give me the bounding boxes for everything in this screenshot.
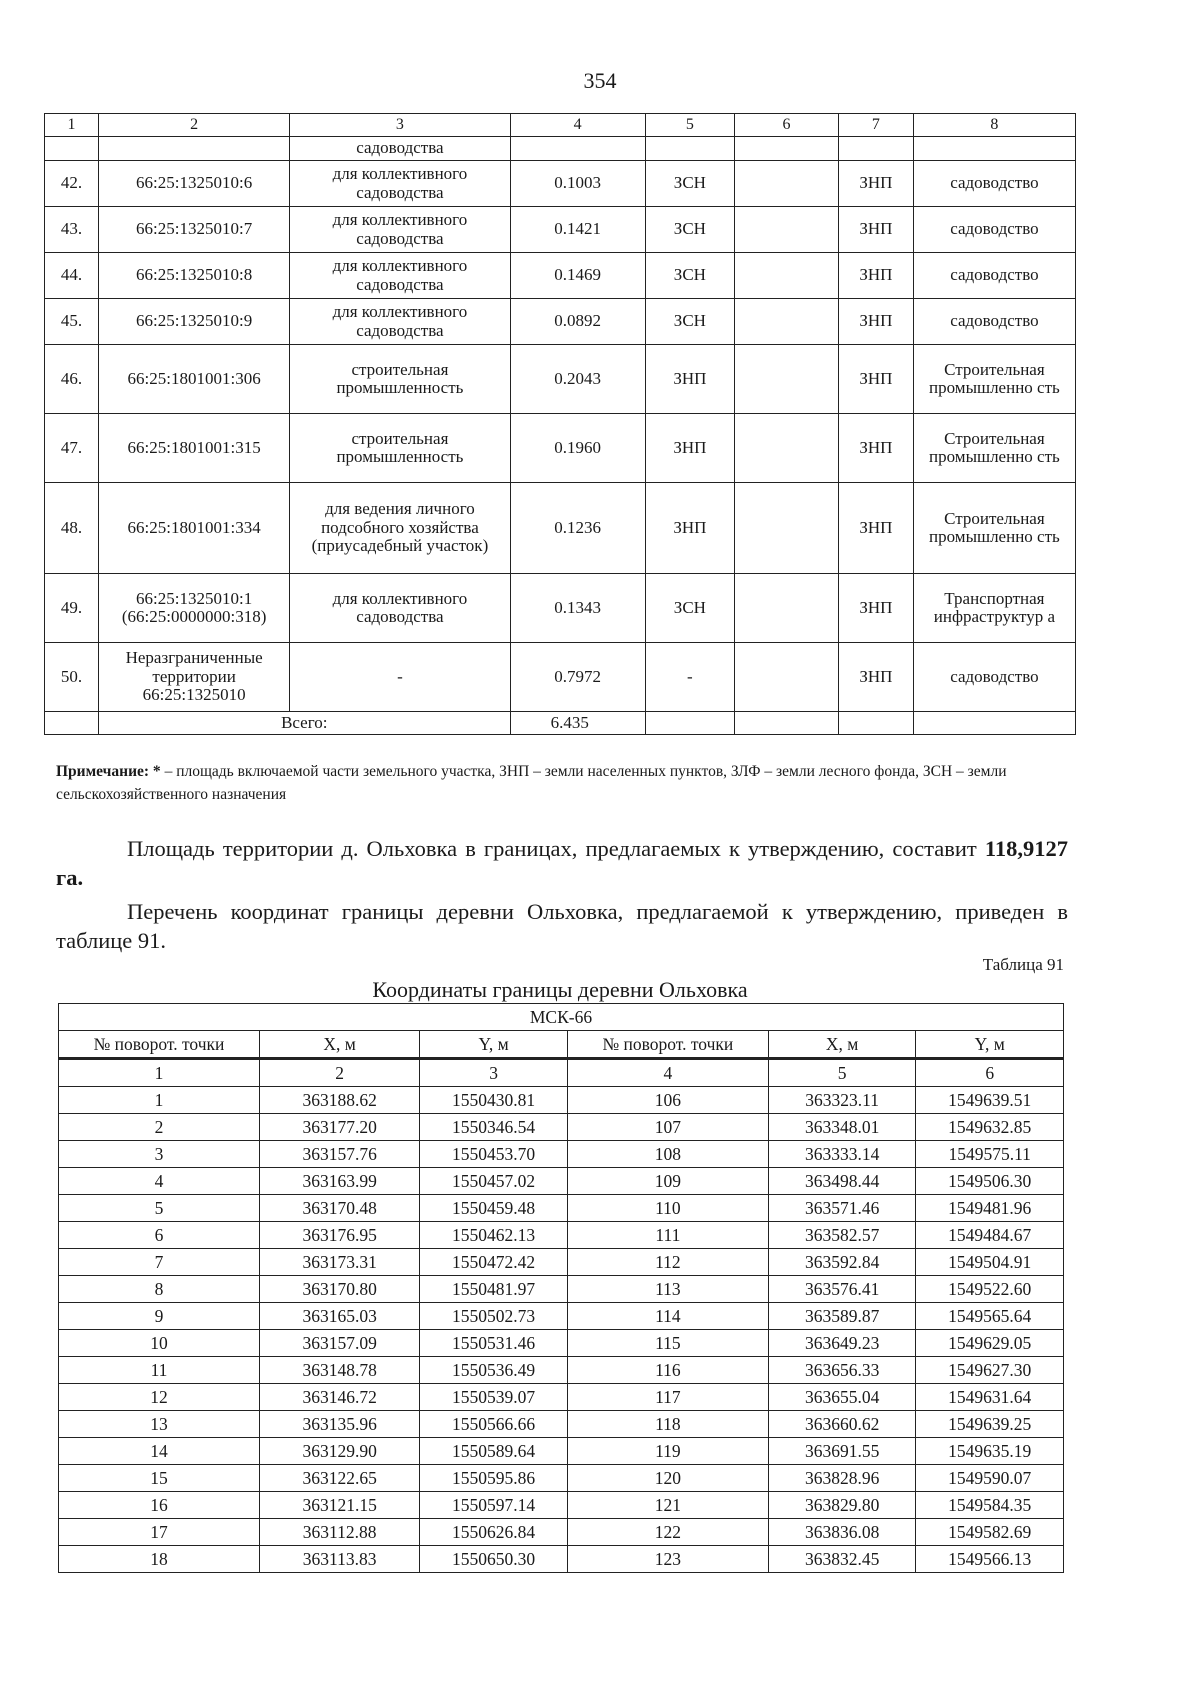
y-coordinate: 1550650.30	[420, 1546, 568, 1573]
x-coordinate: 363157.09	[259, 1330, 419, 1357]
x-coordinate: 363592.84	[768, 1249, 916, 1276]
x-coordinate: 363165.03	[259, 1303, 419, 1330]
continuation-row	[45, 137, 1076, 161]
point-number: 117	[567, 1384, 768, 1411]
x-coordinate: 363348.01	[768, 1114, 916, 1141]
y-coordinate: 1550453.70	[420, 1141, 568, 1168]
row-number: 46.	[45, 345, 99, 414]
table-row	[59, 1546, 1064, 1573]
y-coordinate: 1550626.84	[420, 1519, 568, 1546]
point-number: 3	[59, 1141, 260, 1168]
land-category: ЗСН	[645, 253, 734, 299]
row-number: 44.	[45, 253, 99, 299]
coordinates-table	[58, 1003, 1064, 1573]
point-number: 113	[567, 1276, 768, 1303]
page-number: 354	[583, 68, 617, 93]
table-row	[59, 1465, 1064, 1492]
column-header: Y, м	[420, 1031, 568, 1059]
cadastral-number: 66:25:1325010:8	[99, 253, 290, 299]
y-coordinate: 1549639.51	[916, 1087, 1064, 1114]
table-row	[59, 1492, 1064, 1519]
table-row	[45, 207, 1076, 253]
y-coordinate: 1549582.69	[916, 1519, 1064, 1546]
x-coordinate: 363176.95	[259, 1222, 419, 1249]
cadastral-number: 66:25:1801001:334	[99, 483, 290, 574]
total-value: 6.435	[510, 712, 645, 735]
point-number: 9	[59, 1303, 260, 1330]
y-coordinate: 1550597.14	[420, 1492, 568, 1519]
point-number: 5	[59, 1195, 260, 1222]
area-ha: 0.1003	[510, 161, 645, 207]
coordinates-paragraph	[56, 897, 1068, 955]
y-coordinate: 1550462.13	[420, 1222, 568, 1249]
column-number-row	[59, 1059, 1064, 1087]
point-number: 106	[567, 1087, 768, 1114]
purpose: садоводство	[913, 643, 1075, 712]
zone: ЗНП	[838, 345, 913, 414]
point-number: 17	[59, 1519, 260, 1546]
area-paragraph	[56, 834, 1068, 892]
x-coordinate: 363828.96	[768, 1465, 916, 1492]
point-number: 18	[59, 1546, 260, 1573]
table-row	[59, 1114, 1064, 1141]
area-ha: 0.7972	[510, 643, 645, 712]
row-number: 50.	[45, 643, 99, 712]
cadastral-number: 66:25:1801001:306	[99, 345, 290, 414]
point-number: 121	[567, 1492, 768, 1519]
x-coordinate: 363173.31	[259, 1249, 419, 1276]
cadastral-number: 66:25:1325010:6	[99, 161, 290, 207]
x-coordinate: 363135.96	[259, 1411, 419, 1438]
permitted-use: строительная промышленность	[290, 414, 510, 483]
zone: ЗНП	[838, 483, 913, 574]
table-cell	[735, 414, 839, 483]
y-coordinate: 1549565.64	[916, 1303, 1064, 1330]
table-cell	[645, 712, 734, 735]
y-coordinate: 1549631.64	[916, 1384, 1064, 1411]
table-row	[45, 253, 1076, 299]
table-cell	[735, 253, 839, 299]
table-row	[59, 1330, 1064, 1357]
y-coordinate: 1550595.86	[420, 1465, 568, 1492]
land-category: ЗСН	[645, 299, 734, 345]
area-paragraph-text: Площадь территории д. Ольховка в границах, предлагаемых к утверждению, составит	[127, 836, 985, 861]
y-coordinate: 1549635.19	[916, 1438, 1064, 1465]
zone: ЗНП	[838, 253, 913, 299]
x-coordinate: 363582.57	[768, 1222, 916, 1249]
x-coordinate: 363836.08	[768, 1519, 916, 1546]
table-cell	[45, 137, 99, 161]
table-row	[45, 345, 1076, 414]
point-number: 4	[59, 1168, 260, 1195]
purpose: садоводство	[913, 161, 1075, 207]
table-row	[59, 1249, 1064, 1276]
table-row	[59, 1303, 1064, 1330]
table-row	[45, 643, 1076, 712]
y-coordinate: 1549504.91	[916, 1249, 1064, 1276]
area-value: 118,9127 га.	[56, 836, 1068, 890]
zone: ЗНП	[838, 299, 913, 345]
table-cell	[913, 712, 1075, 735]
x-coordinate: 363656.33	[768, 1357, 916, 1384]
point-number: 108	[567, 1141, 768, 1168]
row-number: 45.	[45, 299, 99, 345]
column-number: 3	[420, 1059, 568, 1087]
point-number: 7	[59, 1249, 260, 1276]
cadastral-number: 66:25:1325010:7	[99, 207, 290, 253]
permitted-use: для коллективного садоводства	[290, 207, 510, 253]
y-coordinate: 1550566.66	[420, 1411, 568, 1438]
table-title: Координаты границы деревни Ольховка	[372, 977, 748, 1002]
point-number: 112	[567, 1249, 768, 1276]
table-cell	[735, 483, 839, 574]
land-category: -	[645, 643, 734, 712]
table-cell	[735, 299, 839, 345]
y-coordinate: 1549639.25	[916, 1411, 1064, 1438]
point-number: 107	[567, 1114, 768, 1141]
y-coordinate: 1550481.97	[420, 1276, 568, 1303]
area-ha: 0.1421	[510, 207, 645, 253]
y-coordinate: 1550346.54	[420, 1114, 568, 1141]
x-coordinate: 363829.80	[768, 1492, 916, 1519]
point-number: 119	[567, 1438, 768, 1465]
table-row	[59, 1276, 1064, 1303]
column-number: 5	[645, 114, 734, 137]
table-note	[56, 760, 1066, 806]
point-number: 111	[567, 1222, 768, 1249]
column-number: 7	[838, 114, 913, 137]
table-cell	[735, 207, 839, 253]
purpose: садоводство	[913, 207, 1075, 253]
x-coordinate: 363660.62	[768, 1411, 916, 1438]
column-number: 4	[510, 114, 645, 137]
column-header: № поворот. точки	[59, 1031, 260, 1059]
x-coordinate: 363157.76	[259, 1141, 419, 1168]
column-number: 3	[290, 114, 510, 137]
column-number: 8	[913, 114, 1075, 137]
purpose: Строительная промышленно сть	[913, 345, 1075, 414]
zone: ЗНП	[838, 207, 913, 253]
y-coordinate: 1550430.81	[420, 1087, 568, 1114]
column-header: X, м	[259, 1031, 419, 1059]
y-coordinate: 1549584.35	[916, 1492, 1064, 1519]
y-coordinate: 1550539.07	[420, 1384, 568, 1411]
column-number: 1	[45, 114, 99, 137]
y-coordinate: 1550531.46	[420, 1330, 568, 1357]
table-cell	[735, 137, 839, 161]
table-row	[59, 1222, 1064, 1249]
table-row	[59, 1141, 1064, 1168]
table-row	[59, 1411, 1064, 1438]
land-category: ЗСН	[645, 161, 734, 207]
table-cell	[913, 137, 1075, 161]
table-cell	[735, 574, 839, 643]
y-coordinate: 1549590.07	[916, 1465, 1064, 1492]
area-ha: 0.1236	[510, 483, 645, 574]
table-row	[59, 1519, 1064, 1546]
land-category: ЗНП	[645, 345, 734, 414]
permitted-use: -	[290, 643, 510, 712]
coordinate-system-row	[59, 1004, 1064, 1031]
y-coordinate: 1549484.67	[916, 1222, 1064, 1249]
point-number: 115	[567, 1330, 768, 1357]
table-row	[59, 1438, 1064, 1465]
row-number: 49.	[45, 574, 99, 643]
x-coordinate: 363589.87	[768, 1303, 916, 1330]
x-coordinate: 363170.48	[259, 1195, 419, 1222]
point-number: 110	[567, 1195, 768, 1222]
note-label: Примечание: *	[56, 763, 161, 780]
purpose: садоводство	[913, 299, 1075, 345]
y-coordinate: 1549627.30	[916, 1357, 1064, 1384]
purpose: садоводство	[913, 253, 1075, 299]
land-category: ЗСН	[645, 207, 734, 253]
point-number: 10	[59, 1330, 260, 1357]
point-number: 12	[59, 1384, 260, 1411]
x-coordinate: 363129.90	[259, 1438, 419, 1465]
table-cell	[99, 137, 290, 161]
table-cell	[838, 137, 913, 161]
table-caption: Таблица 91	[982, 955, 1064, 974]
row-number: 42.	[45, 161, 99, 207]
table-row	[59, 1357, 1064, 1384]
y-coordinate: 1549522.60	[916, 1276, 1064, 1303]
cadastral-number: Неразграниченные территории 66:25:1325010	[99, 643, 290, 712]
y-coordinate: 1549632.85	[916, 1114, 1064, 1141]
point-number: 122	[567, 1519, 768, 1546]
x-coordinate: 363691.55	[768, 1438, 916, 1465]
point-number: 15	[59, 1465, 260, 1492]
table-row	[59, 1087, 1064, 1114]
x-coordinate: 363655.04	[768, 1384, 916, 1411]
point-number: 8	[59, 1276, 260, 1303]
permitted-use: для коллективного садоводства	[290, 574, 510, 643]
x-coordinate: 363832.45	[768, 1546, 916, 1573]
table-row	[59, 1168, 1064, 1195]
cadastral-number: 66:25:1325010:9	[99, 299, 290, 345]
x-coordinate: 363333.14	[768, 1141, 916, 1168]
purpose: Строительная промышленно сть	[913, 414, 1075, 483]
zone: ЗНП	[838, 414, 913, 483]
column-number: 6	[735, 114, 839, 137]
x-coordinate: 363112.88	[259, 1519, 419, 1546]
y-coordinate: 1549506.30	[916, 1168, 1064, 1195]
point-number: 118	[567, 1411, 768, 1438]
table-row	[45, 414, 1076, 483]
point-number: 116	[567, 1357, 768, 1384]
point-number: 11	[59, 1357, 260, 1384]
table-cell	[735, 161, 839, 207]
cadastral-number: 66:25:1801001:315	[99, 414, 290, 483]
row-number: 43.	[45, 207, 99, 253]
point-number: 2	[59, 1114, 260, 1141]
point-number: 1	[59, 1087, 260, 1114]
y-coordinate: 1550459.48	[420, 1195, 568, 1222]
y-coordinate: 1550536.49	[420, 1357, 568, 1384]
row-number: 47.	[45, 414, 99, 483]
header-row	[59, 1031, 1064, 1059]
point-number: 109	[567, 1168, 768, 1195]
y-coordinate: 1549566.13	[916, 1546, 1064, 1573]
column-number: 2	[259, 1059, 419, 1087]
table-row	[59, 1384, 1064, 1411]
y-coordinate: 1549481.96	[916, 1195, 1064, 1222]
x-coordinate: 363146.72	[259, 1384, 419, 1411]
table-cell	[645, 137, 734, 161]
y-coordinate: 1550472.42	[420, 1249, 568, 1276]
x-coordinate: 363148.78	[259, 1357, 419, 1384]
x-coordinate: 363170.80	[259, 1276, 419, 1303]
zone: ЗНП	[838, 643, 913, 712]
point-number: 123	[567, 1546, 768, 1573]
land-category: ЗНП	[645, 483, 734, 574]
table-row	[45, 574, 1076, 643]
x-coordinate: 363122.65	[259, 1465, 419, 1492]
column-header: X, м	[768, 1031, 916, 1059]
x-coordinate: 363163.99	[259, 1168, 419, 1195]
coordinate-system: МСК-66	[59, 1004, 1064, 1031]
point-number: 14	[59, 1438, 260, 1465]
table-cell	[735, 712, 839, 735]
y-coordinate: 1550589.64	[420, 1438, 568, 1465]
table-cell	[735, 345, 839, 414]
table-row	[59, 1195, 1064, 1222]
column-header: Y, м	[916, 1031, 1064, 1059]
total-label: Всего:	[99, 712, 511, 735]
row-number: 48.	[45, 483, 99, 574]
table-cell	[735, 643, 839, 712]
area-ha: 0.1469	[510, 253, 645, 299]
column-number: 1	[59, 1059, 260, 1087]
area-ha: 0.1960	[510, 414, 645, 483]
x-coordinate: 363649.23	[768, 1330, 916, 1357]
note-text: – площадь включаемой части земельного участка, ЗНП – земли населенных пунктов, ЗЛФ – земли лесного фонда, ЗСН – земли сельскохозяйственного назначения	[56, 763, 1007, 803]
point-number: 16	[59, 1492, 260, 1519]
area-ha: 0.1343	[510, 574, 645, 643]
column-number: 4	[567, 1059, 768, 1087]
point-number: 114	[567, 1303, 768, 1330]
y-coordinate: 1549575.11	[916, 1141, 1064, 1168]
x-coordinate: 363576.41	[768, 1276, 916, 1303]
permitted-use: для коллективного садоводства	[290, 299, 510, 345]
x-coordinate: 363571.46	[768, 1195, 916, 1222]
table-cell	[45, 712, 99, 735]
area-ha: 0.0892	[510, 299, 645, 345]
x-coordinate: 363498.44	[768, 1168, 916, 1195]
x-coordinate: 363177.20	[259, 1114, 419, 1141]
x-coordinate: 363188.62	[259, 1087, 419, 1114]
y-coordinate: 1550457.02	[420, 1168, 568, 1195]
y-coordinate: 1549629.05	[916, 1330, 1064, 1357]
table-cell	[838, 712, 913, 735]
permitted-use: для ведения личного подсобного хозяйства (приусадебный участок)	[290, 483, 510, 574]
table-row	[45, 161, 1076, 207]
column-number: 6	[916, 1059, 1064, 1087]
point-number: 6	[59, 1222, 260, 1249]
land-plots-table	[44, 113, 1076, 735]
column-header: № поворот. точки	[567, 1031, 768, 1059]
table-row	[45, 299, 1076, 345]
zone: ЗНП	[838, 574, 913, 643]
table-row	[45, 483, 1076, 574]
table-cell	[510, 137, 645, 161]
x-coordinate: 363113.83	[259, 1546, 419, 1573]
purpose: Транспортная инфраструктур а	[913, 574, 1075, 643]
point-number: 13	[59, 1411, 260, 1438]
land-category: ЗНП	[645, 414, 734, 483]
permitted-use: для коллективного садоводства	[290, 161, 510, 207]
header-row	[45, 114, 1076, 137]
coordinates-paragraph-text: Перечень координат границы деревни Ольховка, предлагаемой к утверждению, приведен в таблице 91.	[56, 899, 1068, 953]
x-coordinate: 363121.15	[259, 1492, 419, 1519]
area-ha: 0.2043	[510, 345, 645, 414]
table-cell: садоводства	[290, 137, 510, 161]
permitted-use: строительная промышленность	[290, 345, 510, 414]
total-row	[45, 712, 1076, 735]
column-number: 5	[768, 1059, 916, 1087]
column-number: 2	[99, 114, 290, 137]
y-coordinate: 1550502.73	[420, 1303, 568, 1330]
cadastral-number: 66:25:1325010:1 (66:25:0000000:318)	[99, 574, 290, 643]
permitted-use: для коллективного садоводства	[290, 253, 510, 299]
land-category: ЗСН	[645, 574, 734, 643]
purpose: Строительная промышленно сть	[913, 483, 1075, 574]
zone: ЗНП	[838, 161, 913, 207]
x-coordinate: 363323.11	[768, 1087, 916, 1114]
point-number: 120	[567, 1465, 768, 1492]
